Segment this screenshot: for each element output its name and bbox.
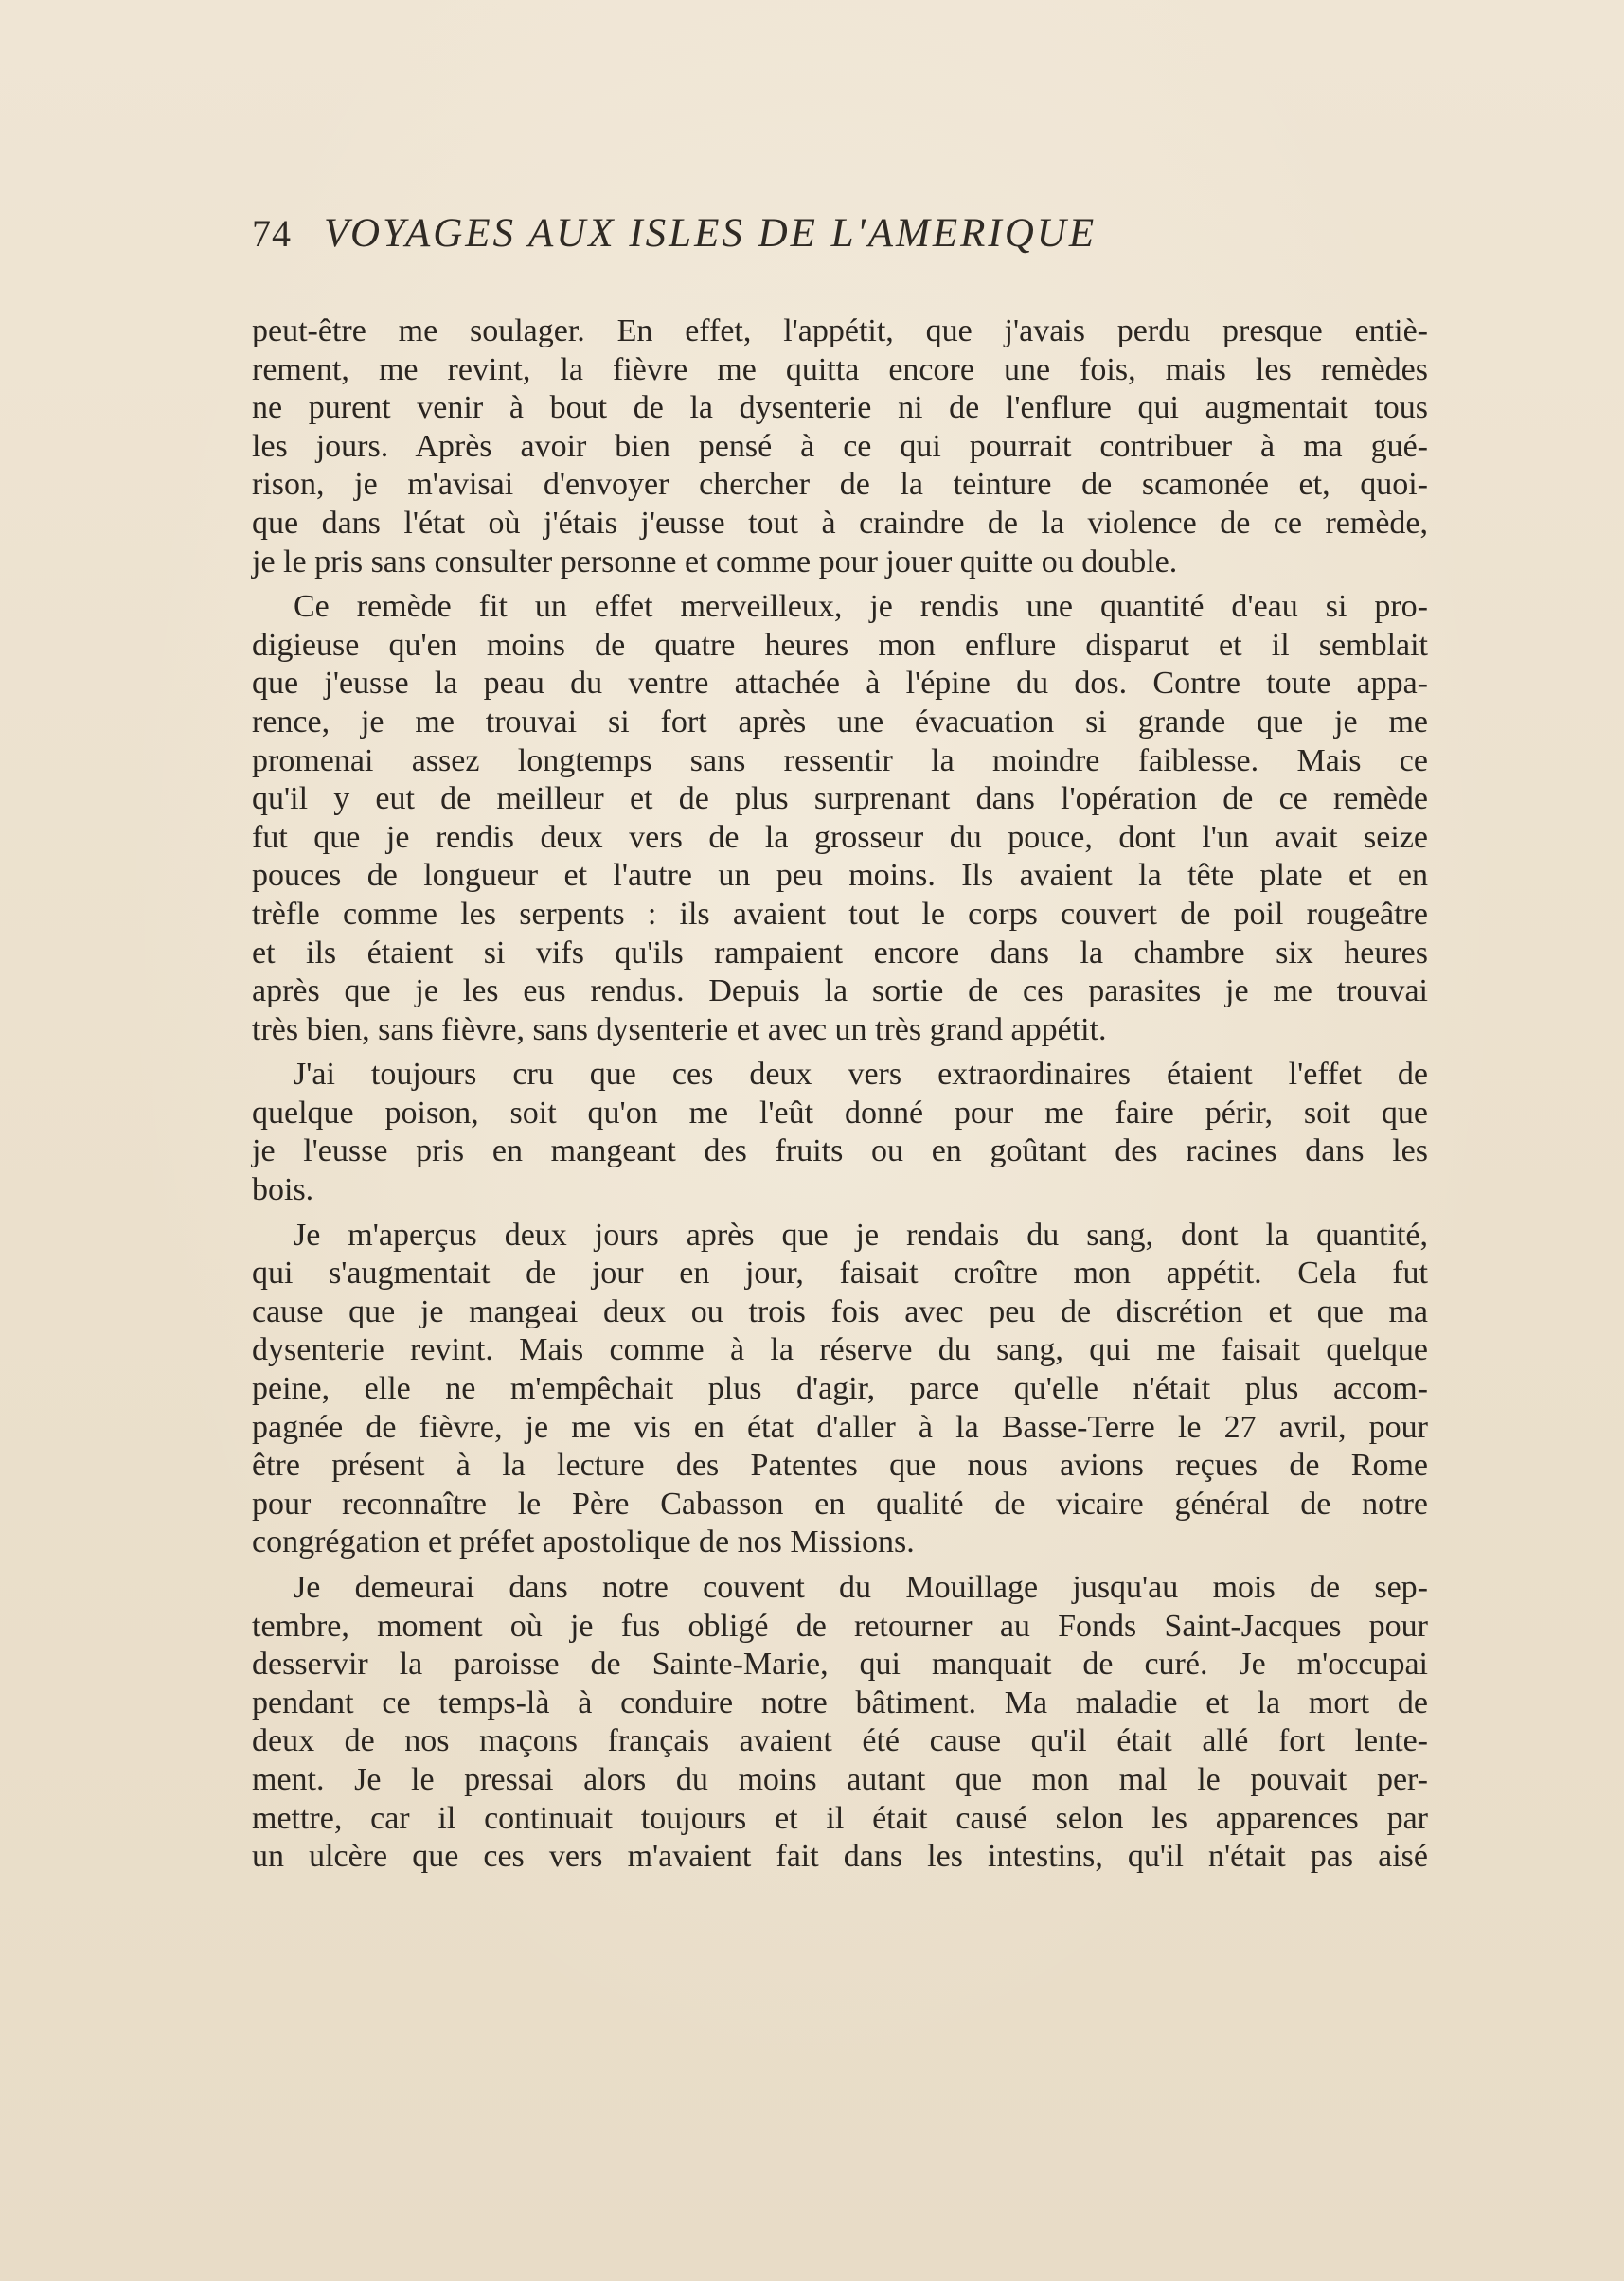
text-line: congrégation et préfet apostolique de nos Missions. (252, 1524, 915, 1560)
text-line: rison, je m'avisai d'envoyer chercher de la teinture de scamonée et, quoi- (252, 467, 1428, 503)
text-line: très bien, sans fièvre, sans dysenterie et avec un très grand appétit. (252, 1011, 1107, 1047)
text-line: dysenterie revint. Mais comme à la réserve du sang, qui me faisait quelque (252, 1332, 1428, 1368)
text-line: pendant ce temps-là à conduire notre bâtiment. Ma maladie et la mort de (252, 1684, 1428, 1720)
text-line: J'ai toujours cru que ces deux vers extraordinaires étaient l'effet de (294, 1057, 1428, 1093)
paragraph (252, 1217, 1428, 1562)
running-head (252, 210, 1436, 267)
text-line: ment. Je le pressai alors du moins autant que mon mal le pouvait per- (252, 1761, 1428, 1797)
text-line: qui s'augmentait de jour en jour, faisait croître mon appétit. Cela fut (252, 1256, 1428, 1292)
text-line: trèfle comme les serpents : ils avaient tout le corps couvert de poil rougeâtre (252, 896, 1428, 932)
running-title: VOYAGES AUX ISLES DE L'AMERIQUE (324, 211, 1098, 256)
text-line: promenai assez longtemps sans ressentir la moindre faiblesse. Mais ce (252, 742, 1428, 778)
text-line: qu'il y eut de meilleur et de plus surprenant dans l'opération de ce remède (252, 781, 1428, 817)
paragraph (252, 312, 1428, 581)
text-line: desservir la paroisse de Sainte-Marie, qui manquait de curé. Je m'occupai (252, 1647, 1428, 1683)
text-line: que j'eusse la peau du ventre attachée à l'épine du dos. Contre toute appa- (252, 666, 1428, 702)
text-line: je l'eusse pris en mangeant des fruits ou en goûtant des racines dans les (252, 1133, 1428, 1169)
text-line: Je m'aperçus deux jours après que je rendais du sang, dont la quantité, (294, 1217, 1428, 1253)
text-line: les jours. Après avoir bien pensé à ce qui pourrait contribuer à ma gué- (252, 428, 1428, 464)
text-line: être présent à la lecture des Patentes que nous avions reçues de Rome (252, 1448, 1428, 1484)
text-line: peine, elle ne m'empêchait plus d'agir, parce qu'elle n'était plus accom- (252, 1371, 1428, 1407)
text-line: Je demeurai dans notre couvent du Mouillage jusqu'au mois de sep- (294, 1570, 1428, 1605)
text-line: rence, je me trouvai si fort après une évacuation si grande que je me (252, 704, 1428, 740)
text-line: quelque poison, soit qu'on me l'eût donné pour me faire périr, soit que (252, 1095, 1428, 1131)
text-line: un ulcère que ces vers m'avaient fait dans les intestins, qu'il n'était pas aisé (252, 1839, 1428, 1875)
text-line: et ils étaient si vifs qu'ils rampaient encore dans la chambre six heures (252, 935, 1428, 971)
text-line: mettre, car il continuait toujours et il était causé selon les apparences par (252, 1800, 1428, 1836)
body-text (252, 312, 1428, 1877)
text-line: fut que je rendis deux vers de la grosseur du pouce, dont l'un avait seize (252, 819, 1428, 855)
text-line: rement, me revint, la fièvre me quitta encore une fois, mais les remèdes (252, 351, 1428, 387)
text-line: tembre, moment où je fus obligé de retourner au Fonds Saint-Jacques pour (252, 1608, 1428, 1644)
text-line: je le pris sans consulter personne et comme pour jouer quitte ou double. (252, 544, 1178, 579)
text-line: Ce remède fit un effet merveilleux, je rendis une quantité d'eau si pro- (294, 589, 1428, 625)
text-line: que dans l'état où j'étais j'eusse tout à craindre de la violence de ce remède, (252, 505, 1428, 541)
text-line: ne purent venir à bout de la dysenterie ni de l'enflure qui augmentait tous (252, 390, 1428, 426)
page-number: 74 (252, 212, 292, 255)
text-line: peut-être me soulager. En effet, l'appétit, que j'avais perdu presque entiè- (252, 313, 1428, 348)
text-line: digieuse qu'en moins de quatre heures mon enflure disparut et il semblait (252, 627, 1428, 663)
text-line: pour reconnaître le Père Cabasson en qualité de vicaire général de notre (252, 1486, 1428, 1522)
text-line: bois. (252, 1172, 314, 1208)
text-line: après que je les eus rendus. Depuis la sortie de ces parasites je me trouvai (252, 973, 1428, 1009)
text-line: pouces de longueur et l'autre un peu moins. Ils avaient la tête plate et en (252, 858, 1428, 894)
paragraph (252, 1569, 1428, 1877)
paragraph (252, 588, 1428, 1049)
text-line: deux de nos maçons français avaient été cause qu'il était allé fort lente- (252, 1723, 1428, 1759)
text-line: cause que je mangeai deux ou trois fois avec peu de discrétion et que ma (252, 1293, 1428, 1329)
text-line: pagnée de fièvre, je me vis en état d'aller à la Basse-Terre le 27 avril, pour (252, 1409, 1428, 1445)
paragraph (252, 1056, 1428, 1209)
